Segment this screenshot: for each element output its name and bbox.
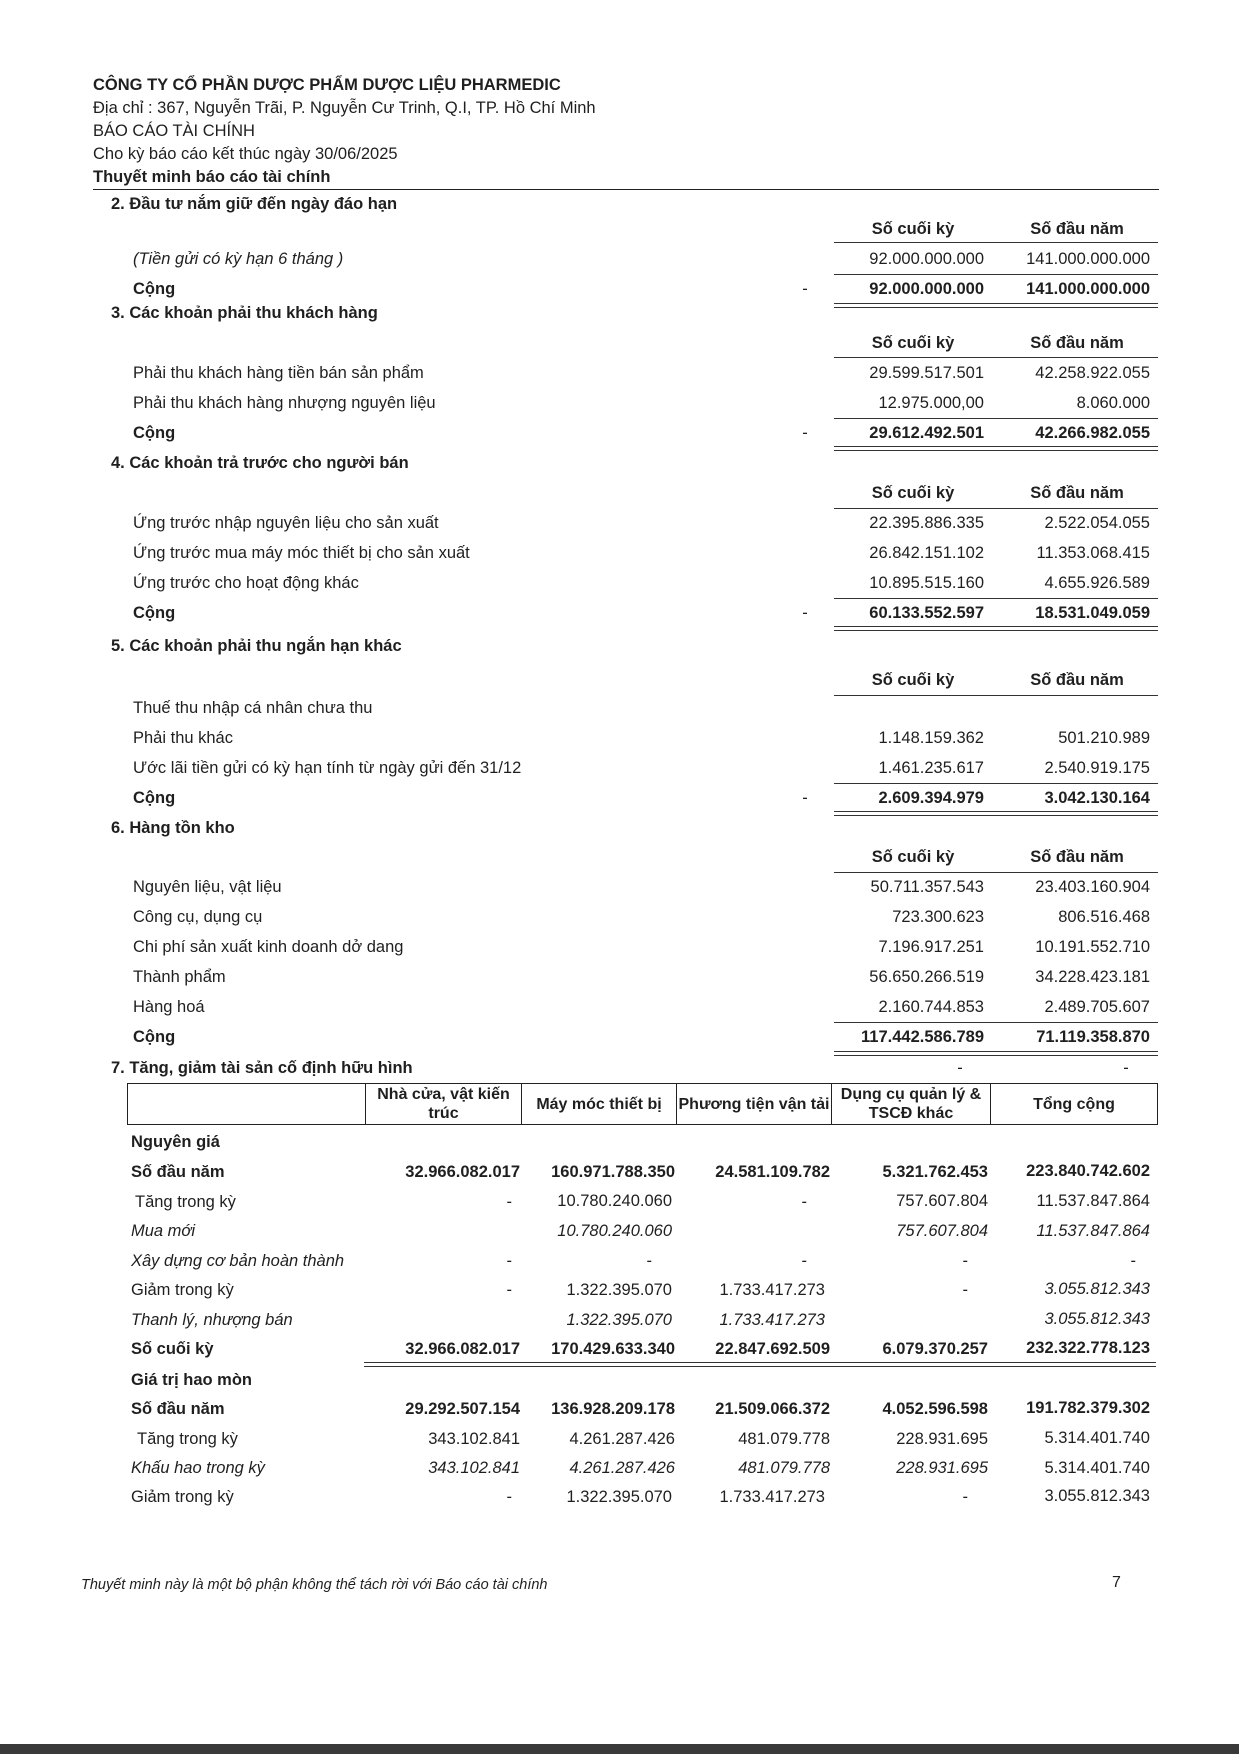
value-begin: 23.403.160.904 bbox=[1035, 878, 1150, 896]
row-label: Công cụ, dụng cụ bbox=[133, 908, 263, 926]
page-number: 7 bbox=[1112, 1574, 1121, 1591]
cell: 191.782.379.302 bbox=[1026, 1399, 1150, 1417]
dash-mark: - bbox=[957, 1059, 963, 1077]
total-begin: 141.000.000.000 bbox=[1026, 280, 1150, 298]
value-begin: 141.000.000.000 bbox=[1026, 250, 1150, 268]
cell: 170.429.633.340 bbox=[551, 1340, 675, 1358]
cell: 4.261.287.426 bbox=[569, 1430, 675, 1448]
value-end: 56.650.266.519 bbox=[869, 968, 984, 986]
report-title: BÁO CÁO TÀI CHÍNH bbox=[93, 122, 255, 140]
total-double-rule bbox=[834, 811, 1158, 816]
row-label: Xây dựng cơ bản hoàn thành bbox=[131, 1252, 345, 1270]
header-vehicles: Phương tiện vận tải bbox=[676, 1084, 831, 1124]
cell: - bbox=[506, 1252, 512, 1270]
cell: 5.314.401.740 bbox=[1044, 1429, 1150, 1447]
value-end: 12.975.000,00 bbox=[878, 394, 984, 412]
col-header-end: Số cuối kỳ bbox=[871, 220, 955, 238]
row-label: Hàng hoá bbox=[133, 998, 205, 1016]
company-name: CÔNG TY CỔ PHẦN DƯỢC PHẨM DƯỢC LIỆU PHARMEDIC bbox=[93, 76, 561, 94]
section-title: 6. Hàng tồn kho bbox=[111, 819, 235, 837]
value-begin: 2.522.054.055 bbox=[1044, 514, 1150, 532]
total-double-rule bbox=[834, 626, 1158, 631]
total-begin: 71.119.358.870 bbox=[1036, 1028, 1150, 1046]
cell: 11.537.847.864 bbox=[1036, 1222, 1150, 1240]
cell: 4.261.287.426 bbox=[569, 1459, 675, 1477]
cell: - bbox=[506, 1193, 512, 1211]
dash-mark: - bbox=[802, 424, 808, 442]
cell: - bbox=[1130, 1252, 1136, 1270]
value-end: 7.196.917.251 bbox=[878, 938, 984, 956]
total-double-rule bbox=[834, 1051, 1158, 1056]
row-label: Giảm trong kỳ bbox=[131, 1281, 234, 1299]
header-rule bbox=[834, 242, 1158, 243]
cell: - bbox=[801, 1252, 807, 1270]
col-header-begin: Số đầu năm bbox=[1030, 848, 1124, 866]
section-title: 4. Các khoản trả trước cho người bán bbox=[111, 454, 409, 472]
dash-mark: - bbox=[802, 280, 808, 298]
cell: 228.931.695 bbox=[896, 1459, 988, 1477]
value-end: 50.711.357.543 bbox=[870, 878, 984, 896]
cell: - bbox=[962, 1488, 968, 1506]
row-label: Thành phẩm bbox=[133, 968, 226, 986]
section-title: 5. Các khoản phải thu ngắn hạn khác bbox=[111, 637, 402, 655]
cell: 32.966.082.017 bbox=[405, 1163, 520, 1181]
value-end: 29.599.517.501 bbox=[869, 364, 984, 382]
section-title: 3. Các khoản phải thu khách hàng bbox=[111, 304, 378, 322]
scan-edge-bar bbox=[0, 1744, 1239, 1754]
value-end: 10.895.515.160 bbox=[869, 574, 984, 592]
cell: 4.052.596.598 bbox=[882, 1400, 988, 1418]
total-end: 29.612.492.501 bbox=[869, 424, 984, 442]
cell: - bbox=[962, 1252, 968, 1270]
cell: 1.733.417.273 bbox=[719, 1488, 825, 1506]
header-machinery: Máy móc thiết bị bbox=[521, 1084, 676, 1124]
row-label: Số đầu năm bbox=[131, 1163, 225, 1181]
cell: 1.322.395.070 bbox=[566, 1488, 672, 1506]
row-label: Thanh lý, nhượng bán bbox=[131, 1311, 293, 1329]
total-double-rule bbox=[834, 446, 1158, 451]
value-end: 22.395.886.335 bbox=[869, 514, 984, 532]
row-label: Khấu hao trong kỳ bbox=[131, 1459, 265, 1477]
cell: 1.322.395.070 bbox=[566, 1311, 672, 1329]
row-label: (Tiền gửi có kỳ hạn 6 tháng ) bbox=[133, 250, 344, 268]
row-label: Phải thu khách hàng nhượng nguyên liệu bbox=[133, 394, 436, 412]
value-end: 723.300.623 bbox=[892, 908, 984, 926]
total-double-rule bbox=[834, 303, 1158, 308]
dash-mark: - bbox=[802, 789, 808, 807]
total-end: 2.609.394.979 bbox=[878, 789, 984, 807]
cell: 10.780.240.060 bbox=[557, 1222, 672, 1240]
row-label: Chi phí sản xuất kinh doanh dở dang bbox=[133, 938, 404, 956]
cell: 11.537.847.864 bbox=[1036, 1192, 1150, 1210]
cell: 32.966.082.017 bbox=[405, 1340, 520, 1358]
fixed-asset-table-header bbox=[127, 1083, 1158, 1125]
row-label: Nguyên liệu, vật liệu bbox=[133, 878, 282, 896]
dash-mark: - bbox=[802, 604, 808, 622]
footer-note: Thuyết minh này là một bộ phận không thể tách rời với Báo cáo tài chính bbox=[81, 1577, 548, 1593]
cell: 228.931.695 bbox=[896, 1430, 988, 1448]
cell: 343.102.841 bbox=[428, 1459, 520, 1477]
total-end: 60.133.552.597 bbox=[869, 604, 984, 622]
value-end: 1.148.159.362 bbox=[878, 729, 984, 747]
row-label: Ứng trước nhập nguyên liệu cho sản xuất bbox=[133, 514, 439, 532]
header-office-equipment: Dụng cụ quản lý & TSCĐ khác bbox=[831, 1084, 990, 1124]
cell: 1.733.417.273 bbox=[719, 1311, 825, 1329]
cell: - bbox=[506, 1488, 512, 1506]
cell: 343.102.841 bbox=[428, 1430, 520, 1448]
row-label: Số đầu năm bbox=[131, 1400, 225, 1418]
value-begin: 42.258.922.055 bbox=[1035, 364, 1150, 382]
value-begin: 4.655.926.589 bbox=[1044, 574, 1150, 592]
cell: 1.733.417.273 bbox=[719, 1281, 825, 1299]
col-header-begin: Số đầu năm bbox=[1030, 484, 1124, 502]
cell: 1.322.395.070 bbox=[566, 1281, 672, 1299]
cell: 757.607.804 bbox=[896, 1192, 988, 1210]
cell: - bbox=[506, 1281, 512, 1299]
value-begin: 806.516.468 bbox=[1058, 908, 1150, 926]
report-period: Cho kỳ báo cáo kết thúc ngày 30/06/2025 bbox=[93, 145, 398, 163]
value-end: 2.160.744.853 bbox=[878, 998, 984, 1016]
value-end: 92.000.000.000 bbox=[869, 250, 984, 268]
row-label: Giảm trong kỳ bbox=[131, 1488, 234, 1506]
value-begin: 501.210.989 bbox=[1058, 729, 1150, 747]
col-header-begin: Số đầu năm bbox=[1030, 220, 1124, 238]
cell: 223.840.742.602 bbox=[1026, 1162, 1150, 1180]
row-label: Phải thu khách hàng tiền bán sản phẩm bbox=[133, 364, 424, 382]
row-label: Mua mới bbox=[131, 1222, 196, 1240]
row-label: Tăng trong kỳ bbox=[137, 1430, 238, 1448]
row-label: Ước lãi tiền gửi có kỳ hạn tính từ ngày gửi đến 31/12 bbox=[133, 759, 522, 777]
dash-mark: - bbox=[1123, 1059, 1129, 1077]
cell: - bbox=[801, 1193, 807, 1211]
total-label: Cộng bbox=[133, 424, 176, 442]
row-label: Ứng trước mua máy móc thiết bị cho sản xuất bbox=[133, 544, 470, 562]
row-label: Số cuối kỳ bbox=[131, 1340, 214, 1358]
total-label: Cộng bbox=[133, 1028, 176, 1046]
cell: 6.079.370.257 bbox=[882, 1340, 988, 1358]
row-label: Tăng trong kỳ bbox=[135, 1193, 236, 1211]
value-begin: 10.191.552.710 bbox=[1035, 938, 1150, 956]
cell: 481.079.778 bbox=[738, 1459, 830, 1477]
total-begin: 42.266.982.055 bbox=[1035, 424, 1150, 442]
total-label: Cộng bbox=[133, 789, 176, 807]
total-end: 117.442.586.789 bbox=[861, 1028, 984, 1046]
header-total: Tổng cộng bbox=[990, 1084, 1157, 1124]
cell: - bbox=[646, 1252, 652, 1270]
col-header-end: Số cuối kỳ bbox=[871, 334, 955, 352]
col-header-end: Số cuối kỳ bbox=[871, 671, 955, 689]
group-label: Giá trị hao mòn bbox=[131, 1371, 253, 1389]
header-blank-cell bbox=[128, 1084, 365, 1124]
cell: 481.079.778 bbox=[738, 1430, 830, 1448]
value-begin: 2.489.705.607 bbox=[1044, 998, 1150, 1016]
value-begin: 34.228.423.181 bbox=[1035, 968, 1150, 986]
cell: 21.509.066.372 bbox=[715, 1400, 830, 1418]
cell: 24.581.109.782 bbox=[715, 1163, 830, 1181]
cell: 757.607.804 bbox=[896, 1222, 988, 1240]
row-label: Ứng trước cho hoạt động khác bbox=[133, 574, 359, 592]
cell: 5.321.762.453 bbox=[882, 1163, 988, 1181]
col-header-begin: Số đầu năm bbox=[1030, 671, 1124, 689]
cell: 3.055.812.343 bbox=[1044, 1280, 1150, 1298]
col-header-end: Số cuối kỳ bbox=[871, 484, 955, 502]
section-title: 2. Đầu tư nắm giữ đến ngày đáo hạn bbox=[111, 195, 398, 213]
cell: 10.780.240.060 bbox=[557, 1192, 672, 1210]
value-begin: 2.540.919.175 bbox=[1044, 759, 1150, 777]
cell: 160.971.788.350 bbox=[551, 1163, 675, 1181]
header-buildings: Nhà cửa, vật kiến trúc bbox=[365, 1084, 521, 1124]
total-label: Cộng bbox=[133, 604, 176, 622]
col-header-end: Số cuối kỳ bbox=[871, 848, 955, 866]
cell: 3.055.812.343 bbox=[1044, 1487, 1150, 1505]
cell: 22.847.692.509 bbox=[715, 1340, 830, 1358]
value-end: 26.842.151.102 bbox=[869, 544, 984, 562]
value-begin: 11.353.068.415 bbox=[1036, 544, 1150, 562]
cell: 5.314.401.740 bbox=[1044, 1459, 1150, 1477]
group-label: Nguyên giá bbox=[131, 1133, 220, 1151]
total-end: 92.000.000.000 bbox=[869, 280, 984, 298]
total-double-rule bbox=[364, 1362, 1156, 1367]
total-begin: 3.042.130.164 bbox=[1044, 789, 1150, 807]
col-header-begin: Số đầu năm bbox=[1030, 334, 1124, 352]
row-label: Thuế thu nhập cá nhân chưa thu bbox=[133, 699, 373, 717]
value-end: 1.461.235.617 bbox=[878, 759, 984, 777]
row-label: Phải thu khác bbox=[133, 729, 233, 747]
report-header bbox=[93, 74, 1159, 190]
company-address: Địa chỉ : 367, Nguyễn Trãi, P. Nguyễn Cư Trinh, Q.I, TP. Hồ Chí Minh bbox=[93, 99, 596, 117]
total-begin: 18.531.049.059 bbox=[1035, 604, 1150, 622]
section-title: 7. Tăng, giảm tài sản cố định hữu hình bbox=[111, 1059, 413, 1077]
cell: 29.292.507.154 bbox=[405, 1400, 520, 1418]
report-subtitle: Thuyết minh báo cáo tài chính bbox=[93, 166, 1159, 190]
header-rule bbox=[834, 695, 1158, 696]
value-begin: 8.060.000 bbox=[1076, 394, 1150, 412]
cell: - bbox=[962, 1281, 968, 1299]
total-label: Cộng bbox=[133, 280, 176, 298]
cell: 136.928.209.178 bbox=[551, 1400, 675, 1418]
cell: 3.055.812.343 bbox=[1044, 1310, 1150, 1328]
cell: 232.322.778.123 bbox=[1026, 1339, 1150, 1357]
